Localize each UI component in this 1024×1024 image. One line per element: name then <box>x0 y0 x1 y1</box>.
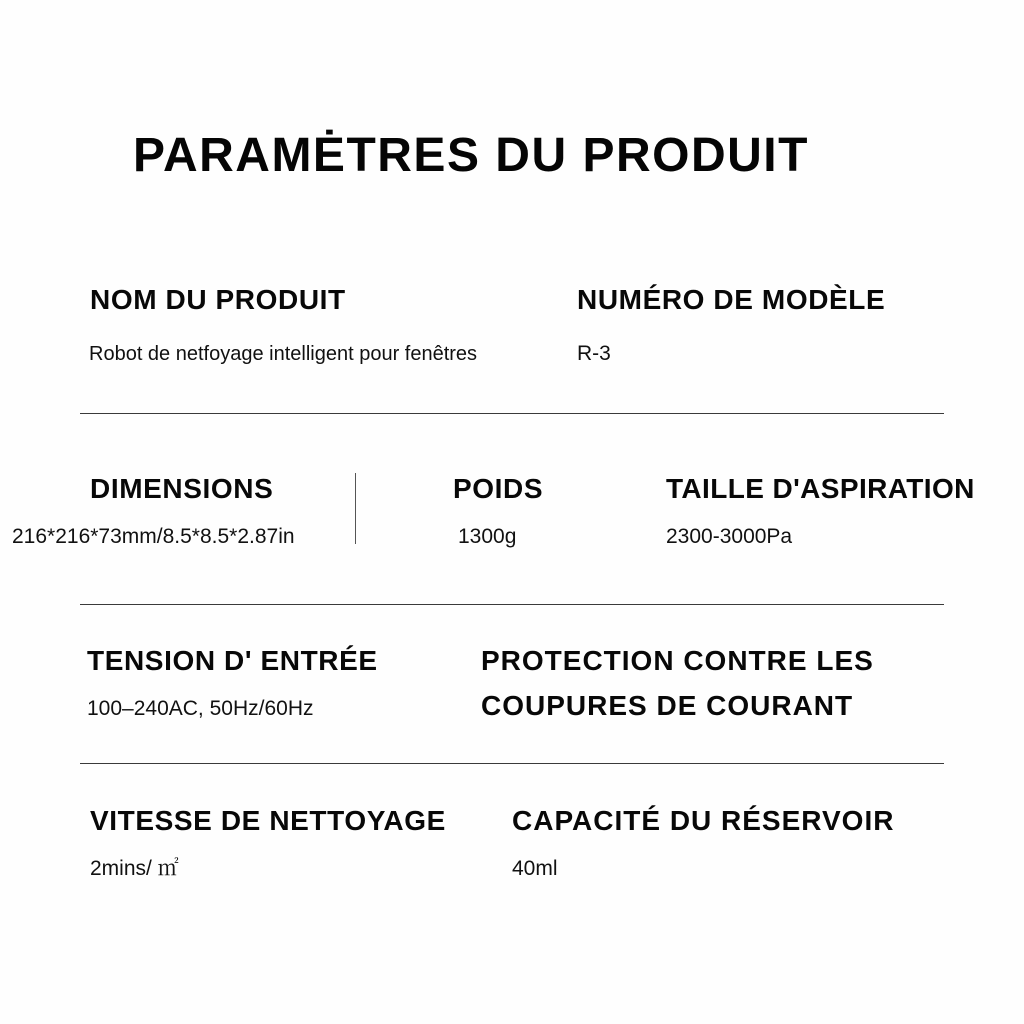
cleaning-speed-label: VITESSE DE NETTOYAGE <box>90 805 446 836</box>
weight-label: POIDS <box>453 473 544 504</box>
weight-value: 1300g <box>458 525 517 548</box>
model-number-value: R-3 <box>577 342 611 365</box>
input-voltage-label: TENSION D' ENTRÉE <box>87 645 378 676</box>
power-protection-label-line1: PROTECTION CONTRE LES <box>481 645 874 676</box>
power-protection-label-line2: COUPURES DE COURANT <box>481 690 854 721</box>
suction-value: 2300-3000Pa <box>666 525 793 548</box>
divider-2 <box>80 604 944 605</box>
input-voltage-value: 100–240AC, 50Hz/60Hz <box>87 697 314 720</box>
vertical-divider <box>355 473 356 544</box>
cleaning-speed-value: 2mins/ ㎡ <box>90 857 179 880</box>
tank-capacity-label: CAPACITÉ DU RÉSERVOIR <box>512 805 895 836</box>
tank-capacity-value: 40ml <box>512 857 558 880</box>
model-number-label: NUMÉRO DE MODÈLE <box>577 284 886 315</box>
divider-3 <box>80 763 944 764</box>
suction-label: TAILLE D'ASPIRATION <box>666 473 975 504</box>
product-name-value: Robot de netfoyage intelligent pour fenêtres <box>89 343 478 365</box>
dimensions-label: DIMENSIONS <box>90 473 274 504</box>
page-title: PARAMĖTRES DU PRODUIT <box>133 129 809 182</box>
dimensions-value: 216*216*73mm/8.5*8.5*2.87in <box>12 525 295 548</box>
product-name-label: NOM DU PRODUIT <box>90 284 346 315</box>
divider-1 <box>80 413 944 414</box>
